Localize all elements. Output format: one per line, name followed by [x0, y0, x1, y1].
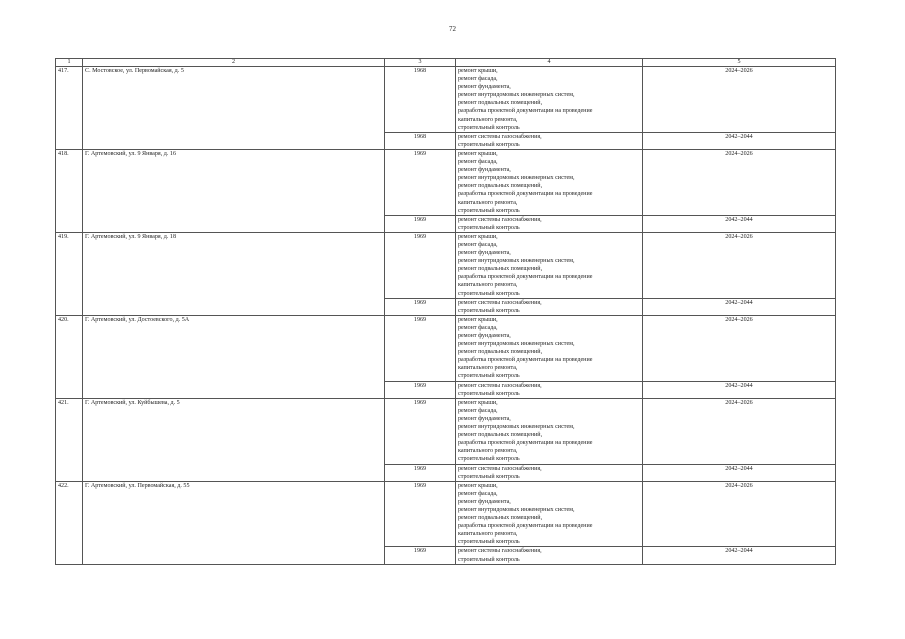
work-item: ремонт фундамента, [458, 250, 511, 257]
work-item: ремонт фасада, [458, 324, 498, 331]
year-cell: 1969 [385, 398, 456, 464]
table-row [56, 315, 836, 381]
work-item: строительный контроль [458, 539, 520, 546]
works-cell [456, 381, 643, 398]
work-item: ремонт фасада, [458, 241, 498, 248]
work-item: капитального ремонта, [458, 448, 518, 455]
work-item: строительный контроль [458, 556, 520, 563]
row-number: 418. [56, 149, 83, 232]
work-item: ремонт системы газоснабжения, [458, 216, 542, 223]
table-row [56, 67, 836, 133]
works-cell [456, 315, 643, 381]
work-item: ремонт фундамента, [458, 333, 511, 339]
work-item: ремонт подвальных помещений, [458, 266, 543, 273]
works-cell [456, 132, 643, 149]
row-number: 421. [56, 398, 83, 481]
year-cell: 1969 [385, 149, 456, 215]
period-cell: 2024–2026 [643, 67, 836, 133]
work-item: ремонт подвальных помещений, [458, 100, 543, 107]
work-item: капитального ремонта, [458, 365, 518, 372]
period-cell: 2042–2044 [643, 381, 836, 398]
year-cell: 1968 [385, 67, 456, 133]
address-cell: С. Мостовское, ул. Первомайская, д. 5 [83, 67, 385, 150]
work-item: ремонт фундамента, [458, 415, 511, 422]
work-item: строительный контроль [458, 124, 520, 131]
period-cell: 2042–2044 [643, 132, 836, 149]
work-item: ремонт фасада, [458, 407, 498, 414]
column-header: 4 [456, 59, 643, 67]
work-item: ремонт системы газоснабжения, [458, 299, 542, 306]
work-item: капитального ремонта, [458, 531, 518, 538]
table-row [56, 232, 836, 298]
works-cell [456, 149, 643, 215]
work-item: ремонт подвальных помещений, [458, 183, 543, 190]
works-cell [456, 67, 643, 133]
work-item: ремонт крыши, [458, 482, 498, 489]
column-header: 3 [385, 59, 456, 67]
period-cell: 2042–2044 [643, 298, 836, 315]
year-cell: 1969 [385, 481, 456, 547]
work-item: строительный контроль [458, 456, 520, 463]
works-cell [456, 398, 643, 464]
work-item: разработка проектной документации на проведение [458, 191, 593, 198]
table-row [56, 481, 836, 547]
works-cell [456, 215, 643, 232]
year-cell: 1969 [385, 298, 456, 315]
row-number: 420. [56, 315, 83, 398]
work-item: капитального ремонта, [458, 199, 518, 206]
row-number: 422. [56, 481, 83, 564]
work-item: разработка проектной документации на проведение [458, 357, 593, 364]
work-item: ремонт системы газоснабжения, [458, 465, 542, 472]
work-item: ремонт системы газоснабжения, [458, 133, 542, 140]
work-item: строительный контроль [458, 207, 520, 214]
year-cell: 1969 [385, 215, 456, 232]
works-cell [456, 547, 643, 564]
work-item: разработка проектной документации на проведение [458, 274, 593, 281]
page-number: 72 [449, 25, 456, 33]
works-cell [456, 481, 643, 547]
period-cell: 2024–2026 [643, 149, 836, 215]
period-cell: 2024–2026 [643, 398, 836, 464]
work-item: ремонт подвальных помещений, [458, 349, 543, 356]
work-item: ремонт крыши, [458, 233, 498, 240]
work-item: строительный контроль [458, 373, 520, 380]
period-cell: 2024–2026 [643, 481, 836, 547]
work-item: ремонт внутридомовых инженерных систем, [458, 506, 575, 513]
work-item: ремонт подвальных помещений, [458, 432, 543, 439]
work-item: строительный контроль [458, 290, 520, 297]
work-item: ремонт системы газоснабжения, [458, 548, 542, 555]
work-item: капитального ремонта, [458, 282, 518, 289]
work-item: ремонт фундамента, [458, 498, 511, 505]
year-cell: 1969 [385, 232, 456, 298]
work-item: разработка проектной документации на проведение [458, 523, 593, 530]
work-item: ремонт подвальных помещений, [458, 515, 543, 522]
work-item: ремонт фундамента, [458, 167, 511, 174]
period-cell: 2042–2044 [643, 464, 836, 481]
address-cell: Г. Артемовский, ул. Достоевского, д. 5А [83, 315, 385, 398]
address-cell: Г. Артемовский, ул. 9 Января, д. 18 [83, 232, 385, 315]
work-item: ремонт крыши, [458, 316, 498, 323]
work-item: ремонт фундамента, [458, 84, 511, 91]
work-item: ремонт внутридомовых инженерных систем, [458, 92, 575, 99]
year-cell: 1968 [385, 132, 456, 149]
work-item: строительный контроль [458, 141, 520, 148]
works-cell [456, 464, 643, 481]
work-item: строительный контроль [458, 390, 520, 397]
work-item: ремонт внутридомовых инженерных систем, [458, 424, 575, 431]
work-item: ремонт внутридомовых инженерных систем, [458, 175, 575, 182]
work-item: строительный контроль [458, 224, 520, 231]
row-number: 417. [56, 67, 83, 150]
period-cell: 2024–2026 [643, 315, 836, 381]
address-cell: Г. Артемовский, ул. Куйбышева, д. 5 [83, 398, 385, 481]
works-cell [456, 298, 643, 315]
work-item: ремонт фасада, [458, 159, 498, 166]
works-cell [456, 232, 643, 298]
row-number: 419. [56, 232, 83, 315]
period-cell: 2042–2044 [643, 215, 836, 232]
work-item: ремонт внутридомовых инженерных систем, [458, 341, 575, 348]
work-item: разработка проектной документации на проведение [458, 108, 593, 115]
repair-schedule-table [55, 58, 836, 565]
table-row [56, 398, 836, 464]
work-item: строительный контроль [458, 473, 520, 480]
work-item: ремонт внутридомовых инженерных систем, [458, 258, 575, 265]
year-cell: 1969 [385, 381, 456, 398]
year-cell: 1969 [385, 464, 456, 481]
work-item: разработка проектной документации на проведение [458, 440, 593, 447]
work-item: ремонт системы газоснабжения, [458, 382, 542, 389]
address-cell: Г. Артемовский, ул. Первомайская, д. 55 [83, 481, 385, 564]
address-cell: Г. Артемовский, ул. 9 Января, д. 16 [83, 149, 385, 232]
column-header: 1 [56, 59, 83, 67]
work-item: капитального ремонта, [458, 116, 518, 123]
column-header: 2 [83, 59, 385, 67]
work-item: ремонт крыши, [458, 399, 498, 406]
table-body [56, 59, 836, 565]
year-cell: 1969 [385, 547, 456, 564]
work-item: строительный контроль [458, 307, 520, 314]
year-cell: 1969 [385, 315, 456, 381]
work-item: ремонт фасада, [458, 490, 498, 497]
column-header: 5 [643, 59, 836, 67]
period-cell: 2042–2044 [643, 547, 836, 564]
work-item: ремонт фасада, [458, 76, 498, 83]
work-item: ремонт крыши, [458, 68, 498, 74]
table-row [56, 149, 836, 215]
column-header-row [56, 59, 836, 67]
work-item: ремонт крыши, [458, 150, 498, 157]
period-cell: 2024–2026 [643, 232, 836, 298]
